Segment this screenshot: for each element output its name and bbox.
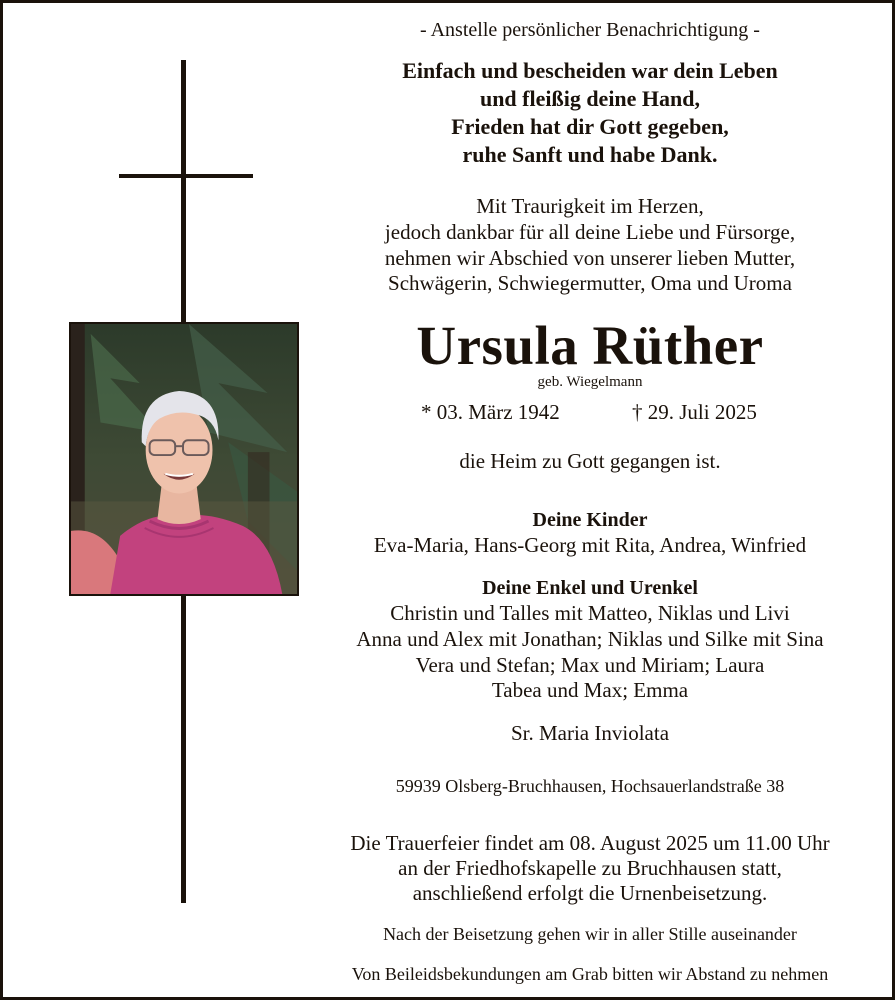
intro-line: nehmen wir Abschied von unserer lieben Mutter, [384, 246, 796, 270]
birth-date: * 03. März 1942 [421, 400, 560, 424]
passed-text: die Heim zu Gott gegangen ist. [459, 449, 721, 473]
address: 59939 Olsberg-Bruchhausen, Hochsauerlandstraße 38 [395, 776, 785, 796]
grandchildren-line: Anna und Alex mit Jonathan; Niklas und Silke mit Sina [356, 627, 824, 651]
ceremony-line: anschließend erfolgt die Urnenbeisetzung. [412, 881, 768, 905]
ceremony-line: an der Friedhofskapelle zu Bruchhausen statt, [398, 856, 782, 880]
grandchildren-line: Christin und Talles mit Matteo, Niklas und Livi [390, 601, 790, 625]
poem-line: Frieden hat dir Gott gegeben, [451, 114, 729, 139]
deceased-name: Ursula Rüther [416, 315, 764, 376]
intro-line: Schwägerin, Schwiegermutter, Oma und Uroma [388, 271, 792, 295]
grandchildren-heading: Deine Enkel und Urenkel [482, 577, 698, 599]
ceremony-line: Die Trauerfeier findet am 08. August 2025 um 11.00 Uhr [350, 831, 830, 855]
portrait-photo [69, 322, 299, 596]
children-heading: Deine Kinder [532, 509, 648, 531]
cross-bar [119, 174, 253, 178]
death-date: † 29. Juli 2025 [632, 400, 757, 424]
after-burial-note: Nach der Beisetzung gehen wir in aller Stille auseinander [383, 924, 797, 944]
maiden-name: geb. Wiegelmann [537, 374, 643, 390]
grandchildren-line: Tabea und Max; Emma [491, 678, 689, 702]
portrait-image [71, 324, 297, 594]
poem-line: ruhe Sanft und habe Dank. [462, 142, 718, 167]
children-names: Eva-Maria, Hans-Georg mit Rita, Andrea, Winfried [373, 533, 807, 557]
intro-line: jedoch dankbar für all deine Liebe und Fürsorge, [384, 220, 796, 244]
sister-name: Sr. Maria Inviolata [510, 721, 670, 745]
poem-line: und fleißig deine Hand, [479, 86, 701, 111]
grandchildren-line: Vera und Stefan; Max und Miriam; Laura [415, 653, 765, 677]
intro-line: Mit Traurigkeit im Herzen, [476, 194, 704, 218]
poem-line: Einfach und bescheiden war dein Leben [402, 58, 778, 83]
header-note: - Anstelle persönlicher Benachrichtigung - [420, 19, 760, 41]
condolences-note: Von Beileidsbekundungen am Grab bitten wir Abstand zu nehmen [351, 964, 829, 984]
